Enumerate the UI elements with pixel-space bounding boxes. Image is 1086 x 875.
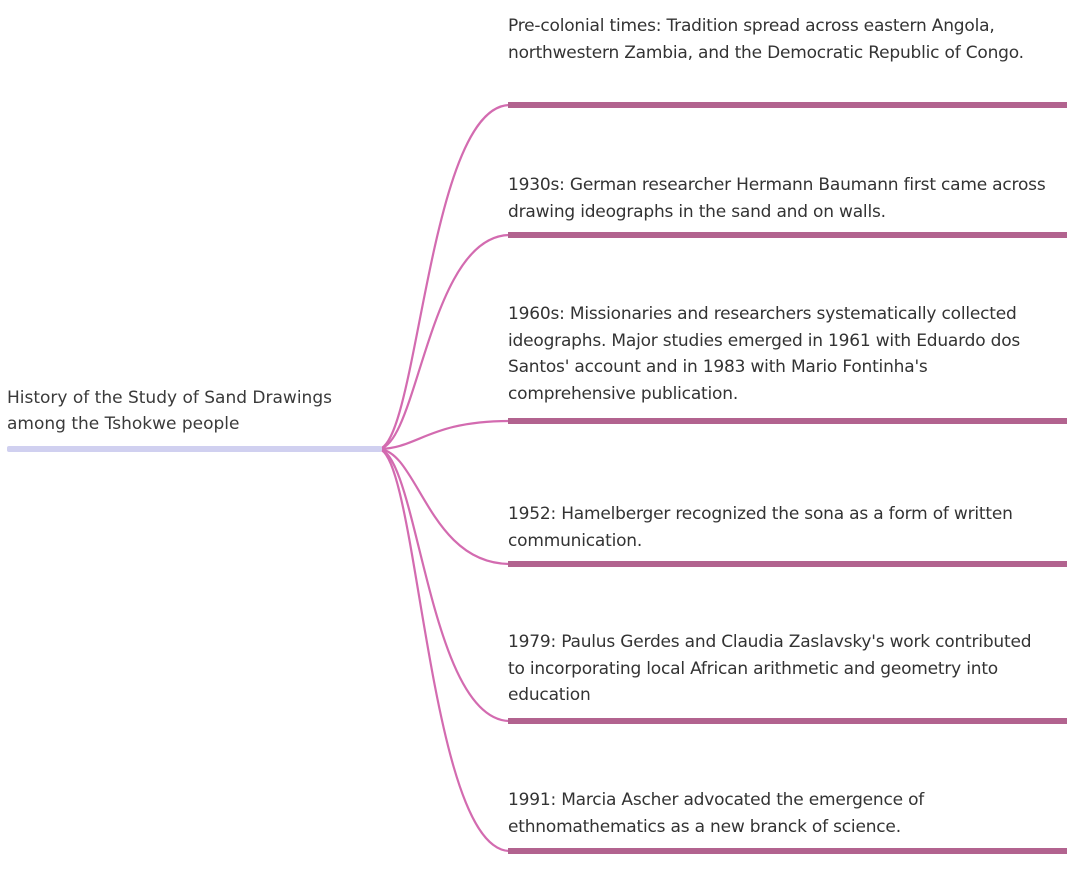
connector-1991 (378, 449, 510, 851)
branch-label-1930s: 1930s: German researcher Hermann Baumann first came across drawing ideographs in the sand and on walls. (508, 175, 1046, 222)
branch-label-1952: 1952: Hamelberger recognized the sona as a form of written communication. (508, 504, 1013, 551)
connector-1960s (378, 421, 510, 449)
branch-underline-1991 (508, 848, 1067, 854)
branch-underline-1960s (508, 418, 1067, 424)
branch-label-1979: 1979: Paulus Gerdes and Claudia Zaslavsky's work contributed to incorporating local African arithmetic and geometry into education (508, 632, 1032, 705)
root-node-underline (7, 446, 382, 452)
branch-underline-1930s (508, 232, 1067, 238)
branch-label-1991: 1991: Marcia Ascher advocated the emergence of ethnomathematics as a new branck of science. (508, 790, 925, 837)
connector-precolonial (378, 105, 510, 449)
branch-underline-1952 (508, 561, 1067, 567)
connector-1952 (378, 449, 510, 564)
branch-underline-precolonial (508, 102, 1067, 108)
root-node-label: History of the Study of Sand Drawings among the Tshokwe people (7, 388, 332, 434)
connector-1979 (378, 449, 510, 721)
branch-underline-1979 (508, 718, 1067, 724)
branch-label-precolonial: Pre-colonial times: Tradition spread across eastern Angola, northwestern Zambia, and the Democratic Republic of Congo. (508, 16, 1024, 63)
branch-label-1960s: 1960s: Missionaries and researchers systematically collected ideographs. Major studies emerged in 1961 with Eduardo dos Santos' account and in 1983 with Mario Fontinha's comprehensive publication. (508, 304, 1021, 404)
